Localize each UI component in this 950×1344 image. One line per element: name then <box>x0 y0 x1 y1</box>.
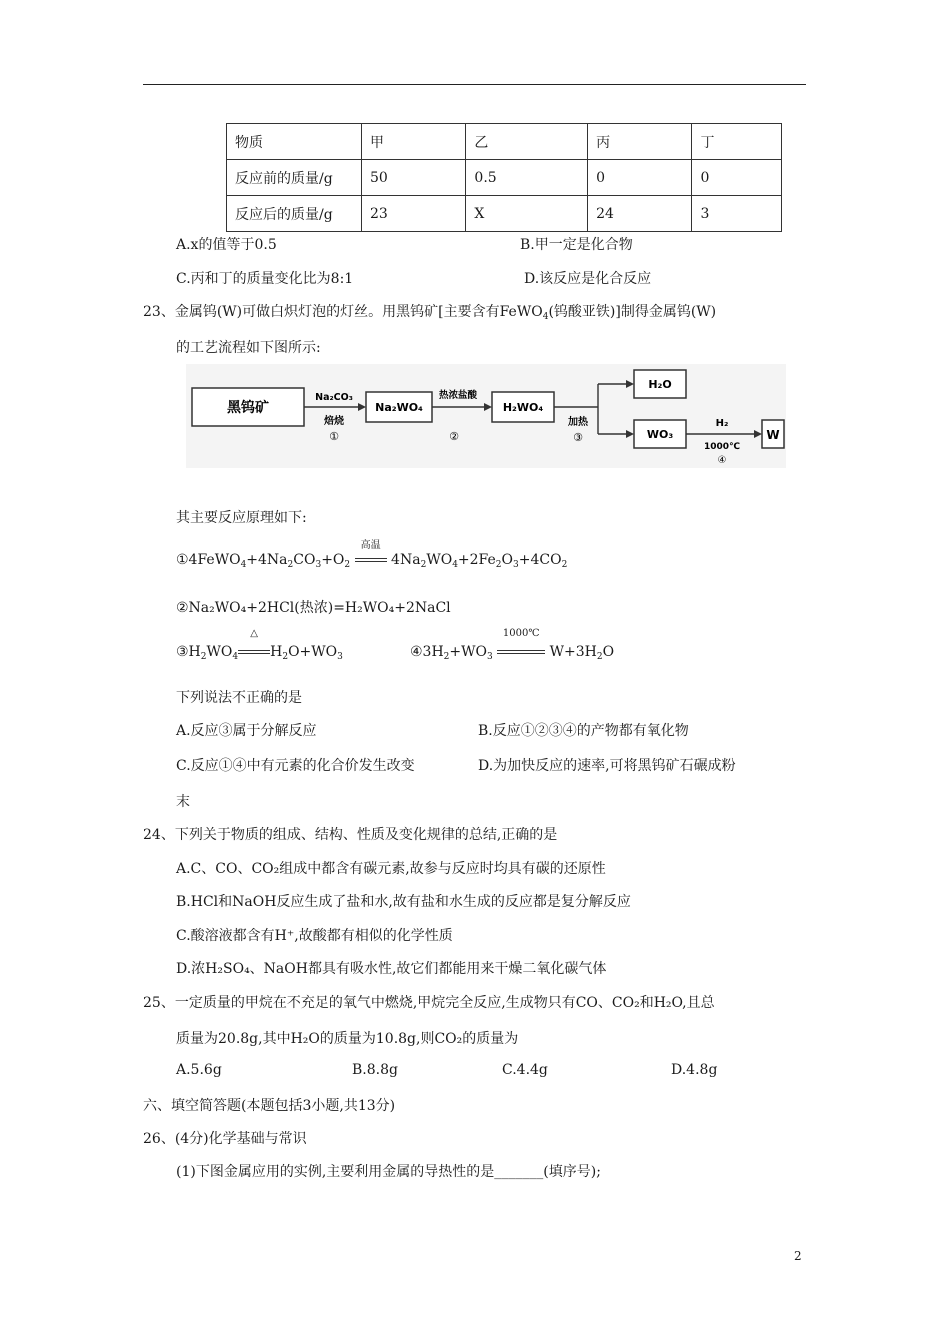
eq4-condition-arrow <box>497 628 545 660</box>
principle-intro: 其主要反应原理如下: <box>176 510 307 526</box>
q24-option-d: D.浓H₂SO₄、NaOH都具有吸水性,故它们都能用来干燥二氧化碳气体 <box>176 961 607 977</box>
q24-option-c: C.酸溶液都含有H⁺,故酸都有相似的化学性质 <box>176 928 453 944</box>
table-cell: 物质 <box>227 124 362 160</box>
header-rule <box>143 84 806 85</box>
label-w: W <box>766 428 780 442</box>
label-reagent-1: Na₂CO₃ <box>315 392 353 403</box>
label-reagent-2: 热浓盐酸 <box>438 390 478 401</box>
equation-2: ②Na₂WO₄+2HCl(热浓)=H₂WO₄+2NaCl <box>176 600 451 616</box>
label-cond-3: 加热 <box>568 417 588 428</box>
eq1-condition-arrow <box>355 540 387 568</box>
table-cell: 丙 <box>588 124 692 160</box>
q25-option-c: C.4.4g <box>502 1062 548 1078</box>
process-flow-diagram <box>186 364 786 468</box>
q24-option-a: A.C、CO、CO₂组成中都含有碳元素,故参与反应时均具有碳的还原性 <box>176 861 606 877</box>
q23-option-a: A.反应③属于分解反应 <box>176 723 317 739</box>
table-row <box>227 196 782 232</box>
q23-stem-part: 23、金属钨(W)可做白炽灯泡的灯丝。用黑钨矿[主要含有FeWO <box>143 304 543 320</box>
equation-4: $④3H_2+WO_3$ 1000℃ $W+3H_2O$ <box>410 628 615 662</box>
label-cond-4: 1000℃ <box>704 442 740 452</box>
label-cond-1: 焙烧 <box>324 416 344 427</box>
q23-option-d-continued: 末 <box>176 794 190 810</box>
q22-option-d: D.该反应是化合反应 <box>524 271 652 287</box>
table-cell: 0 <box>588 160 692 196</box>
label-step-2: ② <box>449 430 459 443</box>
label-na2wo4: Na₂WO₄ <box>375 401 423 414</box>
table-row <box>227 160 782 196</box>
table-cell: 50 <box>362 160 466 196</box>
table-cell: 24 <box>588 196 692 232</box>
table-cell: 3 <box>692 196 782 232</box>
label-reagent-4: H₂ <box>715 418 729 429</box>
q25-option-a: A.5.6g <box>176 1062 222 1078</box>
table-cell: 反应前的质量/g <box>227 160 362 196</box>
eq1-label: ①4FeWO <box>176 552 241 568</box>
equation-1: $①4FeWO_4+4Na_2CO_3+O_2$ 高温 $4Na_2WO_4+2Fe_2O_3+4CO_2$ <box>176 552 567 568</box>
q23-option-d: D.为加快反应的速率,可将黑钨矿石碾成粉 <box>478 758 736 774</box>
q25-stem-line2: 质量为20.8g,其中H₂O的质量为10.8g,则CO₂的质量为 <box>176 1031 519 1047</box>
table-cell: 0.5 <box>466 160 588 196</box>
label-ore: 黑钨矿 <box>227 400 269 416</box>
label-step-4: ④ <box>717 455 727 466</box>
q22-option-b: B.甲一定是化合物 <box>520 237 633 253</box>
eq1-condition: 高温 <box>360 540 381 551</box>
label-step-3: ③ <box>573 431 583 444</box>
table-cell: X <box>466 196 588 232</box>
q24-stem: 24、下列关于物质的组成、结构、性质及变化规律的总结,正确的是 <box>143 827 558 843</box>
table-cell: 乙 <box>466 124 588 160</box>
q24-option-b: B.HCl和NaOH反应生成了盐和水,故有盐和水生成的反应都是复分解反应 <box>176 894 631 910</box>
q23-stem-line2: 的工艺流程如下图所示: <box>176 340 321 356</box>
label-step-1: ① <box>329 430 339 443</box>
q23-question: 下列说法不正确的是 <box>176 690 302 706</box>
q23-option-c: C.反应①④中有元素的化合价发生改变 <box>176 758 415 774</box>
q23-stem-line1 <box>143 301 716 321</box>
table-cell: 丁 <box>692 124 782 160</box>
q25-option-b: B.8.8g <box>352 1062 398 1078</box>
q22-option-c: C.丙和丁的质量变化比为8:1 <box>176 271 354 287</box>
table-cell: 反应后的质量/g <box>227 196 362 232</box>
label-h2wo4: H₂WO₄ <box>502 401 544 414</box>
table-row <box>227 124 782 160</box>
q26-sub-1: (1)下图金属应用的实例,主要利用金属的导热性的是_______(填序号); <box>176 1164 601 1180</box>
q23-stem-part: (钨酸亚铁)]制得金属钨(W) <box>548 304 717 320</box>
q25-option-d: D.4.8g <box>671 1062 718 1078</box>
mass-table <box>226 123 782 232</box>
page-number: 2 <box>794 1249 802 1263</box>
label-wo3: WO₃ <box>646 428 674 441</box>
eq4-condition: 1000℃ <box>502 628 540 639</box>
q23-stem-sub: 4 <box>542 312 549 322</box>
q22-option-a: A.x的值等于0.5 <box>176 237 277 253</box>
table-cell: 23 <box>362 196 466 232</box>
table-cell: 0 <box>692 160 782 196</box>
table-cell: 甲 <box>362 124 466 160</box>
q26-stem: 26、(4分)化学基础与常识 <box>143 1131 307 1147</box>
equation-3: $③H_2WO_4$ △ $H_2O+WO_3$ <box>176 628 343 662</box>
q23-option-b: B.反应①②③④的产物都有氧化物 <box>478 723 689 739</box>
eq3-condition: △ <box>250 628 258 639</box>
label-h2o: H₂O <box>648 378 672 391</box>
q25-stem-line1: 25、一定质量的甲烷在不充足的氧气中燃烧,甲烷完全反应,生成物只有CO、CO₂和H₂O,且总 <box>143 995 715 1011</box>
section-6-heading: 六、填空简答题(本题包括3小题,共13分) <box>143 1098 396 1114</box>
eq3-condition-arrow <box>238 628 270 660</box>
